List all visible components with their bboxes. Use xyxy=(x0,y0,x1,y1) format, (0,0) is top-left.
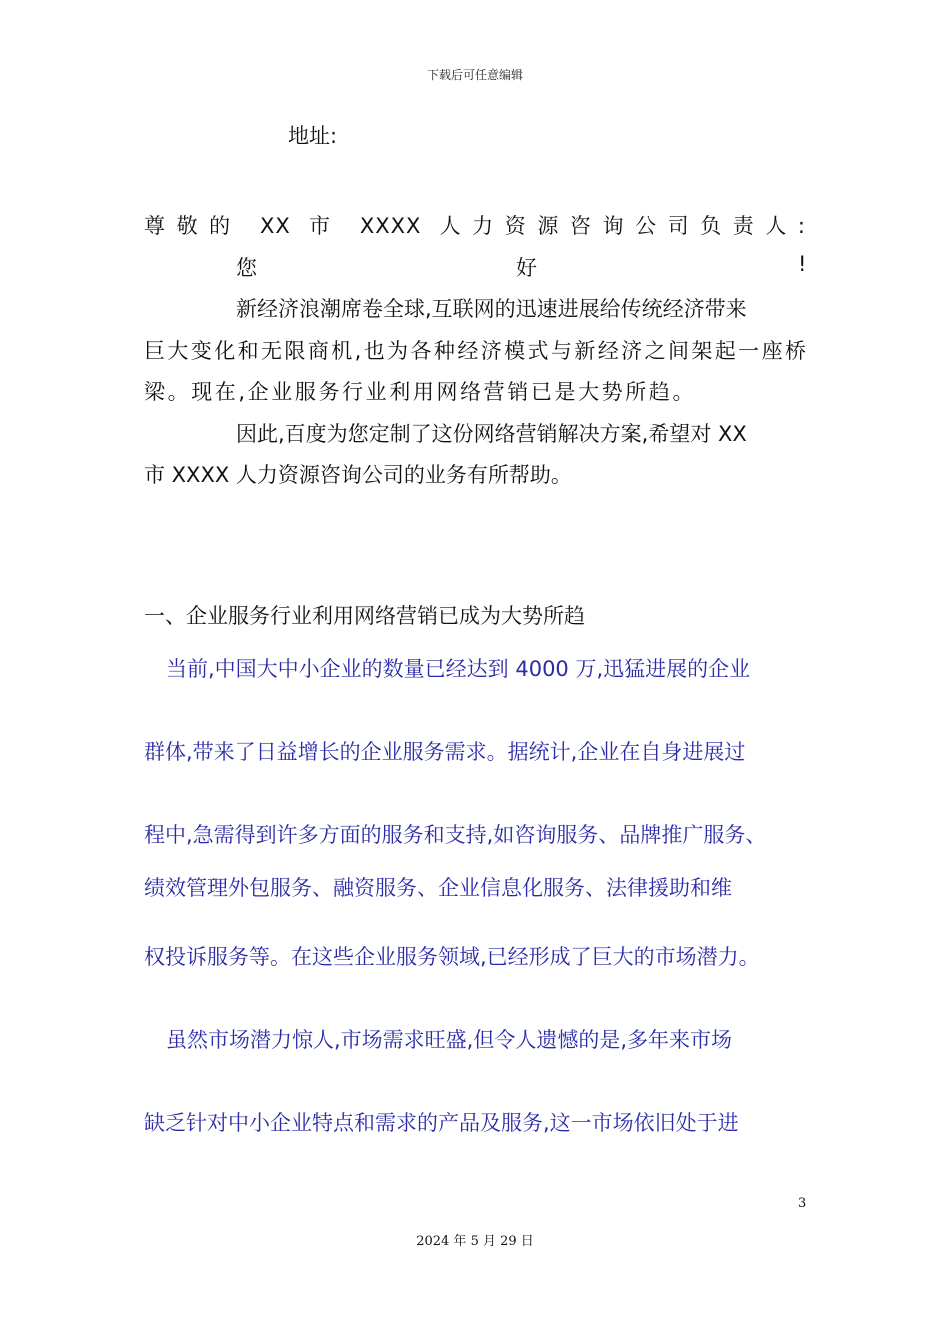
section-line-5: 权投诉服务等。在这些企业服务领域,已经形成了巨大的市场潜力。 xyxy=(144,945,760,969)
intro-line-1: 新经济浪潮席卷全球,互联网的迅速进展给传统经济带来 xyxy=(236,297,747,321)
intro-line-5: 市 XXXX 人力资源咨询公司的业务有所帮助。 xyxy=(144,463,572,487)
section-line-1: 当前,中国大中小企业的数量已经达到 4000 万,迅猛进展的企业 xyxy=(166,657,751,681)
intro-line-3: 梁。现在,企业服务行业利用网络营销已是大势所趋。 xyxy=(144,380,697,404)
section-line-6: 虽然市场潜力惊人,市场需求旺盛,但令人遗憾的是,多年来市场 xyxy=(166,1028,733,1052)
page-header: 下载后可任意编辑 xyxy=(426,68,523,82)
greeting-mid: 好 xyxy=(516,256,537,280)
section-heading: 一、企业服务行业利用网络营销已成为大势所趋 xyxy=(144,604,585,628)
section-line-7: 缺乏针对中小企业特点和需求的产品及服务,这一市场依旧处于进 xyxy=(144,1111,739,1135)
greeting-right: ! xyxy=(798,252,807,276)
page-footer-date: 2024 年 5 月 29 日 xyxy=(416,1234,534,1249)
section-line-4: 绩效管理外包服务、融资服务、企业信息化服务、法律援助和维 xyxy=(144,876,732,900)
section-line-3: 程中,急需得到许多方面的服务和支持,如咨询服务、品牌推广服务、 xyxy=(144,823,767,847)
intro-line-4: 因此,百度为您定制了这份网络营销解决方案,希望对 XX xyxy=(236,422,747,446)
page-number: 3 xyxy=(798,1196,807,1211)
greeting-left: 您 xyxy=(236,256,257,280)
salutation: 尊敬的 XX 市 XXXX 人力资源咨询公司负责人: xyxy=(144,214,806,238)
intro-line-2: 巨大变化和无限商机,也为各种经济模式与新经济之间架起一座桥 xyxy=(144,339,806,363)
address-label: 地址: xyxy=(288,124,338,148)
section-line-2: 群体,带来了日益增长的企业服务需求。据统计,企业在自身进展过 xyxy=(144,740,746,764)
